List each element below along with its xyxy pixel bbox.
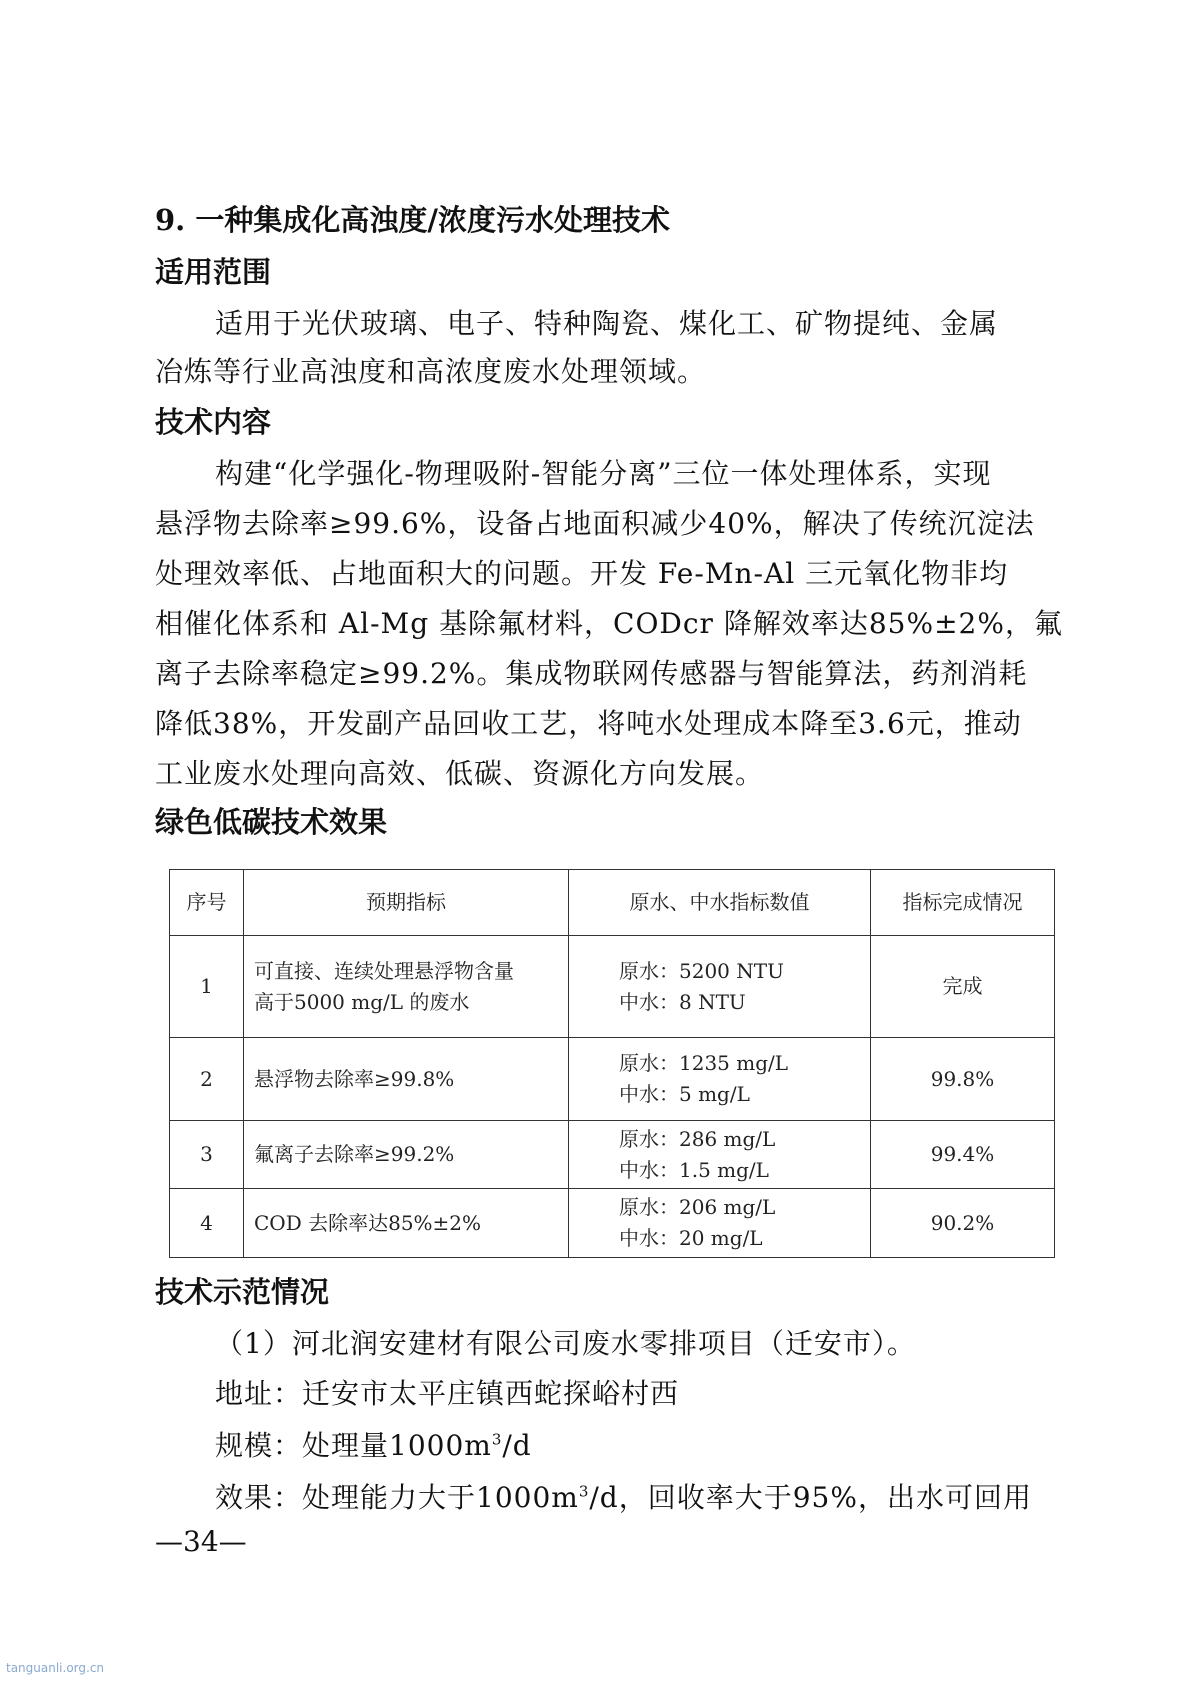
indicator-line: 可直接、连续处理悬浮物含量 bbox=[254, 958, 514, 983]
raw-water-value: 原水：286 mg/L bbox=[619, 1126, 776, 1151]
raw-water-value: 原水：1235 mg/L bbox=[619, 1051, 789, 1075]
content-line-5: 离子去除率稳定≥99.2%。集成物联网传感器与智能算法，药剂消耗 bbox=[155, 657, 1028, 690]
scope-line-2: 冶炼等行业高浊度和高浓度废水处理领域。 bbox=[155, 355, 707, 388]
cell-indicator: 氟离子去除率≥99.2% bbox=[244, 1121, 569, 1189]
cell-no: 4 bbox=[170, 1189, 244, 1258]
content-line-2: 悬浮物去除率≥99.6%，设备占地面积减少40%，解决了传统沉淀法 bbox=[155, 507, 1035, 540]
content-line-4: 相催化体系和 Al-Mg 基除氟材料，CODcr 降解效率达85%±2%，氟 bbox=[155, 607, 1063, 640]
cell-indicator: COD 去除率达85%±2% bbox=[244, 1189, 569, 1258]
scale-unit: /d bbox=[502, 1429, 532, 1462]
heading-content: 技术内容 bbox=[155, 405, 272, 439]
col-header-values: 原水、中水指标数值 bbox=[569, 870, 871, 936]
demo-address bbox=[215, 1372, 679, 1412]
page-number: —34— bbox=[155, 1525, 247, 1558]
mid-water-value: 中水：5 mg/L bbox=[619, 1082, 750, 1106]
mid-water-value: 中水：1.5 mg/L bbox=[619, 1157, 769, 1182]
table-row bbox=[170, 936, 1055, 1038]
address-value: 迁安市太平庄镇西蛇探峪村西 bbox=[302, 1377, 680, 1410]
cell-result: 90.2% bbox=[871, 1189, 1055, 1258]
scale-value: 处理量1000m bbox=[302, 1429, 492, 1462]
scope-line-1: 适用于光伏玻璃、电子、特种陶瓷、煤化工、矿物提纯、金属 bbox=[215, 307, 999, 340]
cell-no: 2 bbox=[170, 1038, 244, 1121]
cell-values bbox=[569, 936, 871, 1038]
indicator-line: 高于5000 mg/L 的废水 bbox=[254, 989, 470, 1014]
cell-indicator bbox=[244, 936, 569, 1038]
content-line-3: 处理效率低、占地面积大的问题。开发 Fe-Mn-Al 三元氧化物非均 bbox=[155, 557, 1009, 590]
raw-water-value: 原水：206 mg/L bbox=[619, 1195, 776, 1219]
cell-result: 完成 bbox=[871, 936, 1055, 1038]
heading-demo: 技术示范情况 bbox=[155, 1275, 330, 1309]
scale-superscript: 3 bbox=[491, 1430, 503, 1449]
table-row bbox=[170, 1189, 1055, 1258]
section-title: 9. 一种集成化高浊度/浓度污水处理技术 bbox=[155, 203, 670, 237]
content-line-1: 构建“化学强化-物理吸附-智能分离”三位一体处理体系，实现 bbox=[215, 457, 992, 490]
heading-scope: 适用范围 bbox=[155, 255, 272, 289]
demo-effect bbox=[215, 1476, 1032, 1516]
cell-result: 99.4% bbox=[871, 1121, 1055, 1189]
effect-table bbox=[169, 869, 1055, 1258]
address-label: 地址： bbox=[215, 1377, 303, 1410]
mid-water-value: 中水：8 NTU bbox=[619, 989, 746, 1014]
heading-effect: 绿色低碳技术效果 bbox=[155, 805, 388, 839]
col-header-indicator: 预期指标 bbox=[244, 870, 569, 936]
scale-label: 规模： bbox=[215, 1429, 303, 1462]
watermark: tanguanli.org.cn bbox=[6, 1661, 105, 1675]
content-line-7: 工业废水处理向高效、低碳、资源化方向发展。 bbox=[155, 757, 765, 790]
content-line-6: 降低38%，开发副产品回收工艺，将吨水处理成本降至3.6元，推动 bbox=[155, 707, 1022, 740]
mid-water-value: 中水：20 mg/L bbox=[619, 1226, 763, 1250]
cell-result: 99.8% bbox=[871, 1038, 1055, 1121]
table-row bbox=[170, 1038, 1055, 1121]
cell-values bbox=[569, 1189, 871, 1258]
col-header-result: 指标完成情况 bbox=[871, 870, 1055, 936]
effect-value: 处理能力大于1000m bbox=[302, 1481, 579, 1514]
effect-rest: /d，回收率大于95%，出水可回用 bbox=[589, 1481, 1032, 1514]
table-row bbox=[170, 1121, 1055, 1189]
cell-values bbox=[569, 1121, 871, 1189]
effect-superscript: 3 bbox=[578, 1482, 590, 1501]
cell-no: 1 bbox=[170, 936, 244, 1038]
raw-water-value: 原水：5200 NTU bbox=[619, 958, 784, 983]
cell-values bbox=[569, 1038, 871, 1121]
demo-project: （1）河北润安建材有限公司废水零排项目（迁安市）。 bbox=[215, 1327, 916, 1360]
demo-scale bbox=[215, 1424, 532, 1464]
cell-no: 3 bbox=[170, 1121, 244, 1189]
table-header-row bbox=[170, 870, 1055, 936]
cell-indicator: 悬浮物去除率≥99.8% bbox=[244, 1038, 569, 1121]
effect-label: 效果： bbox=[215, 1481, 303, 1514]
col-header-no: 序号 bbox=[170, 870, 244, 936]
